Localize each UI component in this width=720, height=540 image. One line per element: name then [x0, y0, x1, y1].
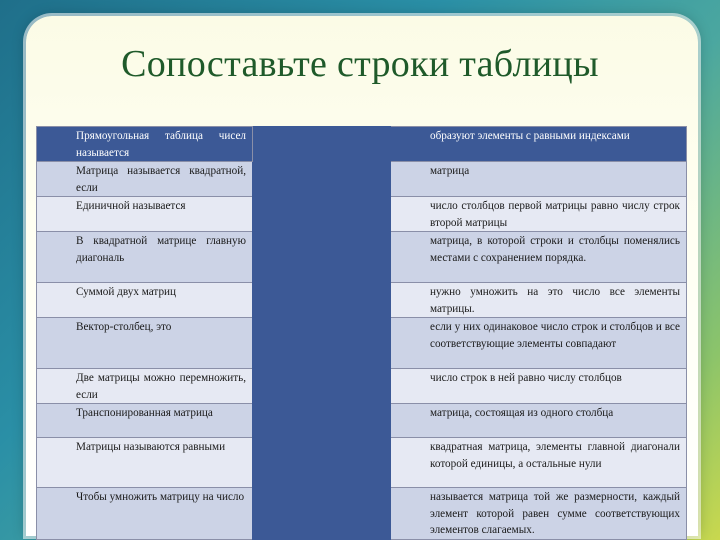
- answer-column: [253, 127, 391, 540]
- left-cell: Матрица называется квадратной, если: [37, 162, 253, 197]
- right-cell: называется матрица той же размерности, каждый элемент которой равен сумме соответствующих элементов слагаемых.: [391, 488, 687, 540]
- right-cell: число столбцов первой матрицы равно числу строк второй матрицы: [391, 197, 687, 232]
- left-cell: Транспонированная матрица: [37, 404, 253, 438]
- right-cell: число строк в ней равно числу столбцов: [391, 369, 687, 404]
- right-cell: нужно умножить на это число все элементы матрицы.: [391, 283, 687, 318]
- left-cell: Чтобы умножить матрицу на число: [37, 488, 253, 540]
- slide-title: Сопоставьте строки таблицы: [121, 43, 599, 85]
- table-row: [37, 127, 687, 162]
- right-cell: матрица, в которой строки и столбцы поменялись местами с сохранением порядка.: [391, 232, 687, 283]
- left-cell: В квадратной матрице главную диагональ: [37, 232, 253, 283]
- right-cell: матрица, состоящая из одного столбца: [391, 404, 687, 438]
- right-cell: матрица: [391, 162, 687, 197]
- right-cell: квадратная матрица, элементы главной диагонали которой единицы, а остальные нули: [391, 438, 687, 488]
- right-cell: образуют элементы с равными индексами: [391, 127, 687, 162]
- right-cell: если у них одинаковое число строк и столбцов и все соответствующие элементы совпадают: [391, 318, 687, 369]
- left-cell: Вектор-столбец, это: [37, 318, 253, 369]
- left-cell: Матрицы называются равными: [37, 438, 253, 488]
- left-cell: Суммой двух матриц: [37, 283, 253, 318]
- matching-table: [36, 126, 687, 540]
- left-cell: Единичной называется: [37, 197, 253, 232]
- left-cell: Прямоугольная таблица чисел называется: [37, 127, 253, 162]
- left-cell: Две матрицы можно перемножить, если: [37, 369, 253, 404]
